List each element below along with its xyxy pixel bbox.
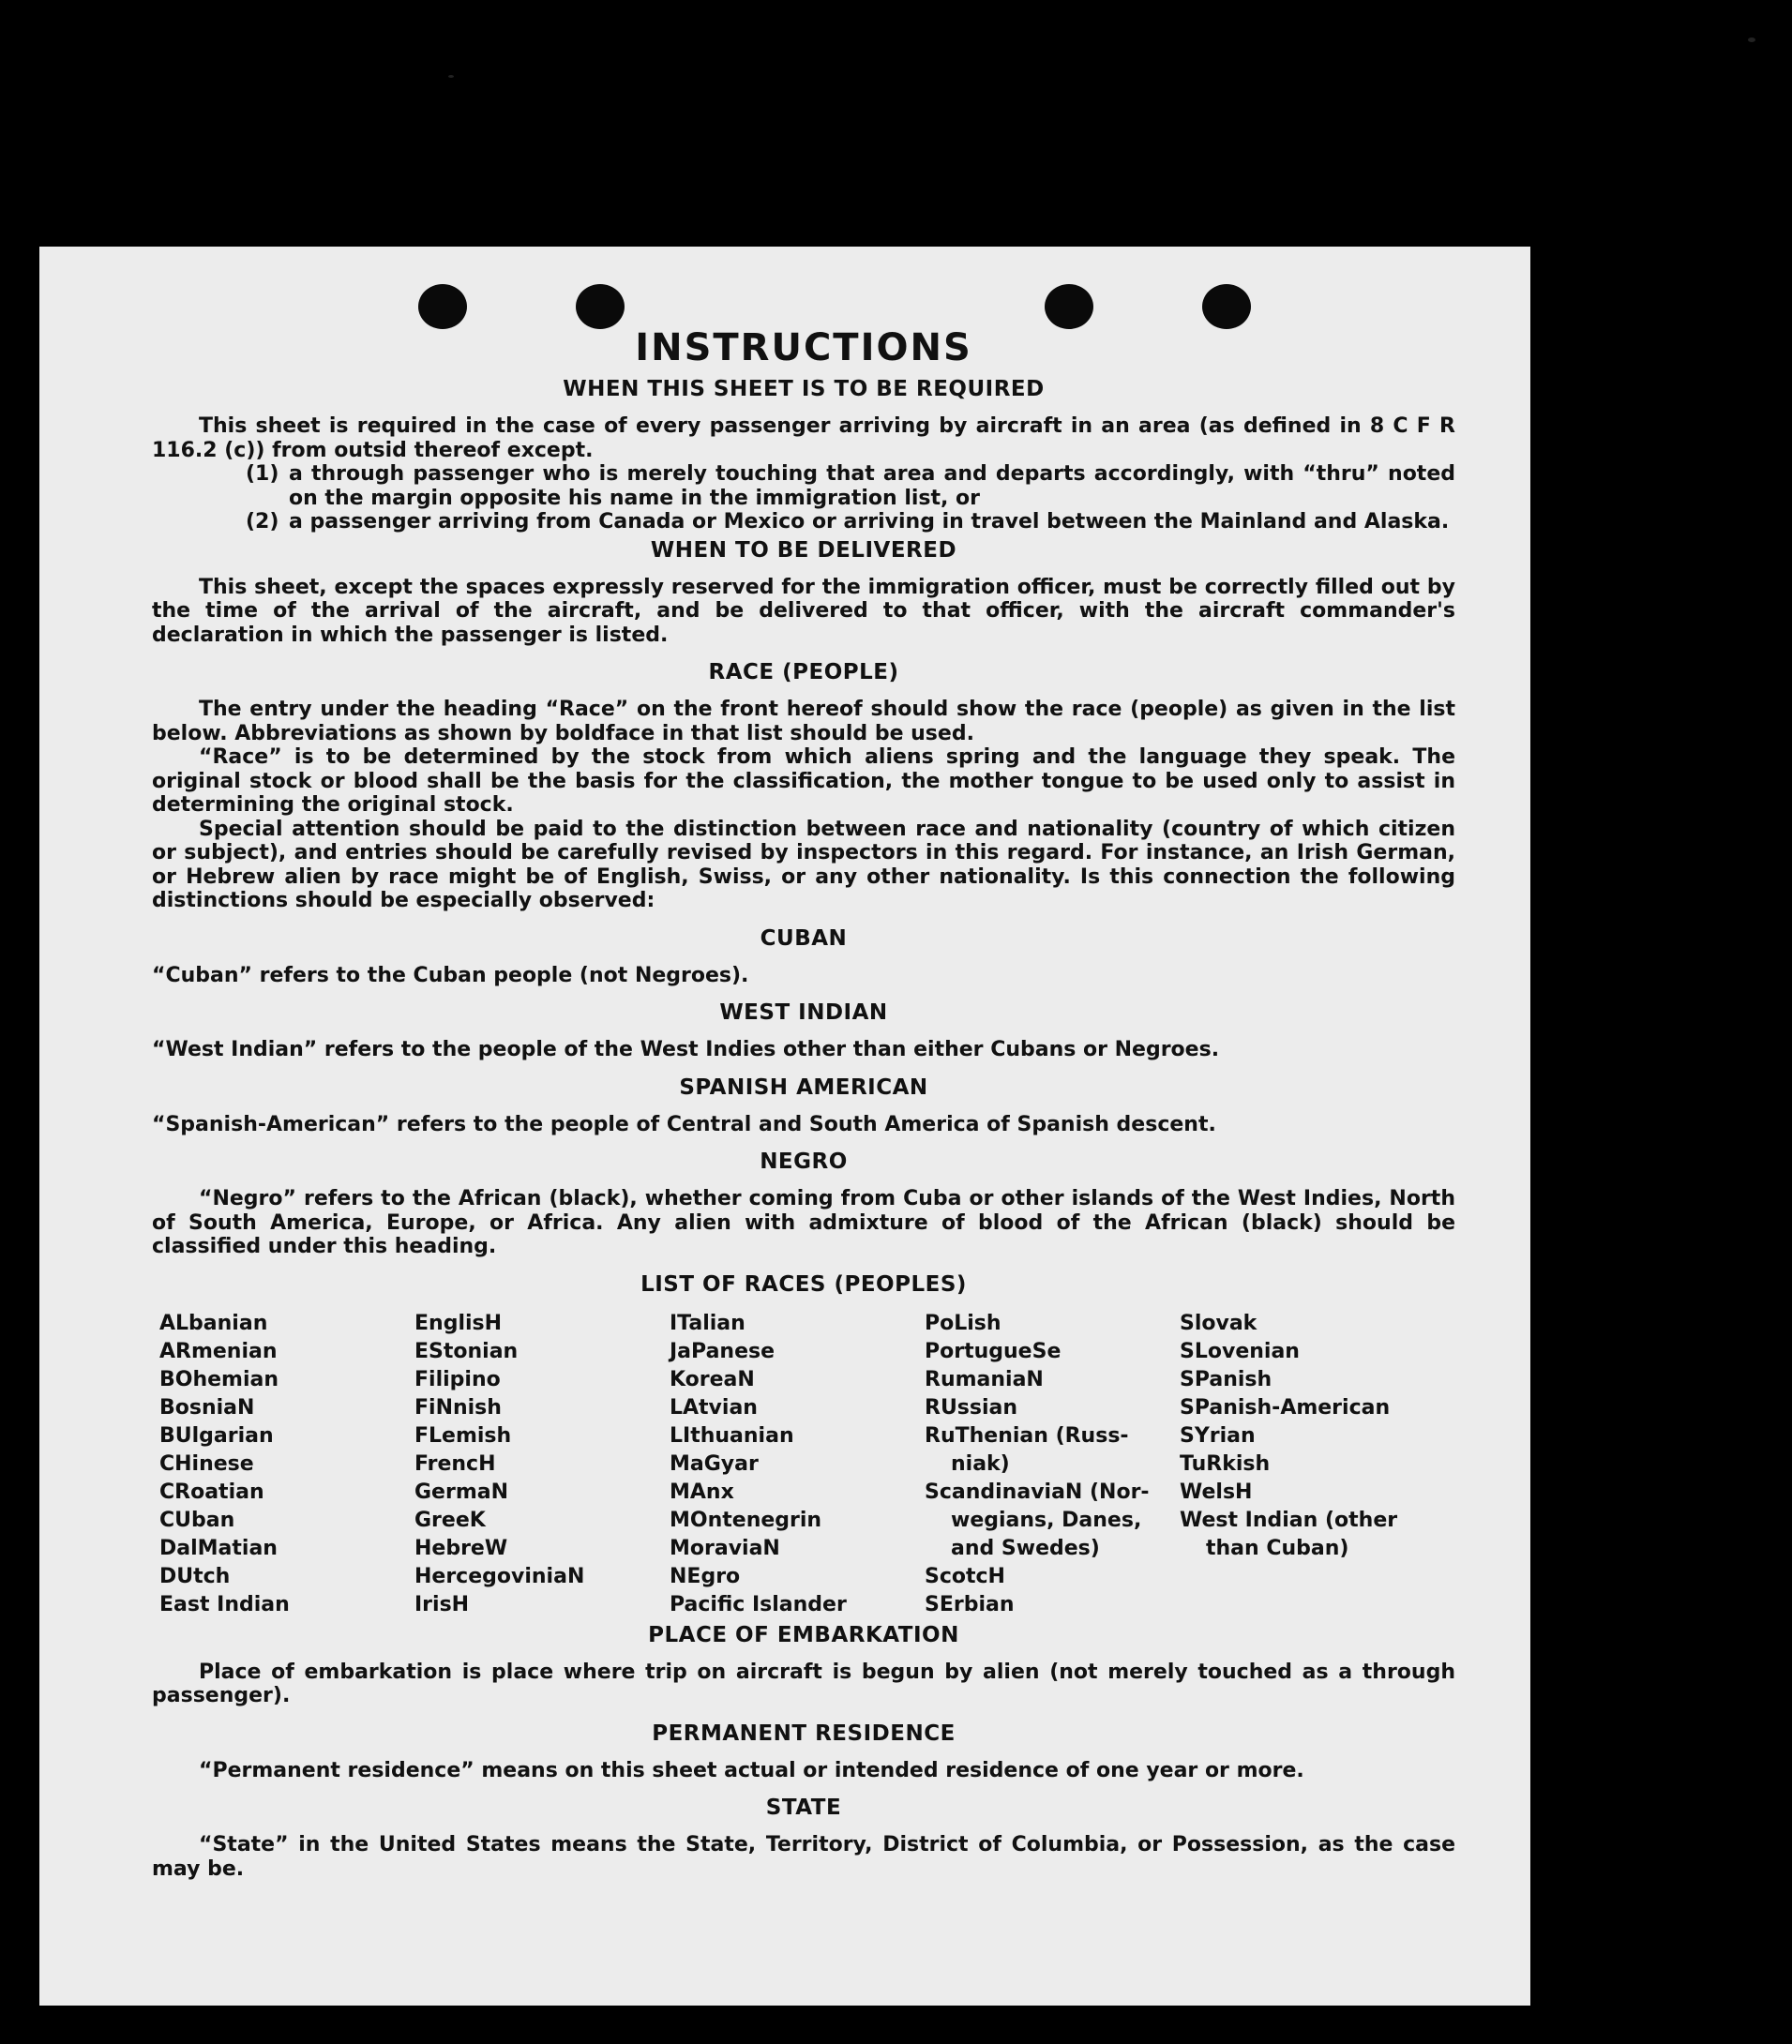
race-item: NEgro bbox=[670, 1564, 741, 1588]
race-item: IrisH bbox=[414, 1592, 470, 1616]
paragraph-spanish-american: “Spanish-American” refers to the people of Central and South America of Spanish descent. bbox=[152, 1112, 1216, 1136]
race-item: East Indian bbox=[159, 1592, 290, 1616]
paragraph-required: This sheet is required in the case of every passenger arriving by aircraft in an area (as defined in 8 C F R 116.2 (c)) from outsid thereof except. bbox=[152, 414, 1455, 462]
race-item: HebreW bbox=[414, 1536, 508, 1560]
races-list bbox=[152, 1310, 1455, 1619]
race-item: wegians, Danes, bbox=[951, 1508, 1142, 1532]
race-item: BOhemian bbox=[159, 1367, 279, 1391]
heading-required: WHEN THIS SHEET IS TO BE REQUIRED bbox=[563, 377, 1045, 401]
heading-delivered: WHEN TO BE DELIVERED bbox=[650, 537, 957, 563]
punch-hole bbox=[1202, 284, 1251, 329]
race-item: SYrian bbox=[1180, 1423, 1256, 1448]
paragraph-delivered: This sheet, except the spaces expressly reserved for the immigration officer, must be correctly filled out by the time of the arrival of the aircraft, and be delivered to that officer, with the aircraft commander's declaration in which the passenger is listed. bbox=[152, 575, 1455, 647]
heading-residence: PERMANENT RESIDENCE bbox=[652, 1721, 956, 1746]
punch-hole bbox=[576, 284, 625, 329]
race-item: CRoatian bbox=[159, 1480, 264, 1504]
race-item: niak) bbox=[951, 1451, 1010, 1476]
race-item: CHinese bbox=[159, 1451, 254, 1476]
race-item: SPanish-American bbox=[1180, 1395, 1391, 1420]
race-item: West Indian (other bbox=[1180, 1508, 1398, 1532]
race-item: WelsH bbox=[1180, 1480, 1253, 1504]
race-item: DUtch bbox=[159, 1564, 231, 1588]
exception-item bbox=[152, 510, 1455, 534]
race-item: EnglisH bbox=[414, 1311, 503, 1335]
heading-state: STATE bbox=[765, 1796, 842, 1820]
race-item: FLemish bbox=[414, 1423, 512, 1448]
race-item: RumaniaN bbox=[925, 1367, 1044, 1391]
heading-negro: NEGRO bbox=[760, 1150, 848, 1174]
punch-hole bbox=[418, 284, 467, 329]
paragraph-state: “State” in the United States means the State, Territory, District of Columbia, or Possession, as the case may be. bbox=[152, 1833, 1455, 1881]
race-item: MoraviaN bbox=[670, 1536, 780, 1560]
race-item: BosniaN bbox=[159, 1395, 255, 1420]
race-item: SLovenian bbox=[1180, 1339, 1300, 1363]
race-item: GermaN bbox=[414, 1480, 509, 1504]
heading-race: RACE (PEOPLE) bbox=[708, 660, 899, 684]
document-content bbox=[152, 326, 1455, 1881]
race-column bbox=[414, 1310, 670, 1619]
scan-speck bbox=[1748, 38, 1755, 42]
punch-hole bbox=[1045, 284, 1093, 329]
document-sheet bbox=[39, 247, 1530, 2006]
race-item: JaPanese bbox=[670, 1339, 776, 1363]
item-number: (1) bbox=[246, 462, 279, 486]
heading-embarkation: PLACE OF EMBARKATION bbox=[648, 1622, 959, 1647]
race-item: ScotcH bbox=[925, 1564, 1005, 1588]
race-item: ITalian bbox=[670, 1311, 745, 1335]
heading-west-indian: WEST INDIAN bbox=[719, 1000, 888, 1025]
race-column bbox=[1180, 1310, 1435, 1619]
race-item: Slovak bbox=[1180, 1311, 1257, 1335]
race-item: Pacific Islander bbox=[670, 1592, 847, 1616]
race-item: ARmenian bbox=[159, 1339, 278, 1363]
race-item: PoLish bbox=[925, 1311, 1001, 1335]
item-text: a passenger arriving from Canada or Mexico or arriving in travel between the Mainland and Alaska. bbox=[289, 510, 1450, 534]
race-item: MOntenegrin bbox=[670, 1508, 822, 1532]
page-title: INSTRUCTIONS bbox=[635, 326, 972, 369]
race-item: RuThenian (Russ- bbox=[925, 1423, 1129, 1448]
race-item: MAnx bbox=[670, 1480, 734, 1504]
race-item: BUlgarian bbox=[159, 1423, 274, 1448]
scan-speck bbox=[448, 75, 454, 78]
heading-spanish-american: SPANISH AMERICAN bbox=[679, 1075, 928, 1100]
paragraph-west-indian: “West Indian” refers to the people of the West Indies other than either Cubans or Negroes. bbox=[152, 1038, 1220, 1061]
paragraph-residence: “Permanent residence” means on this sheet actual or intended residence of one year or more. bbox=[199, 1758, 1304, 1782]
race-item: FrencH bbox=[414, 1451, 496, 1476]
heading-list-of-races: LIST OF RACES (PEOPLES) bbox=[640, 1271, 967, 1297]
paragraph-embarkation: Place of embarkation is place where trip on aircraft is begun by alien (not merely touched as a through passenger). bbox=[152, 1660, 1455, 1707]
paragraph-negro: “Negro” refers to the African (black), whether coming from Cuba or other islands of the West Indies, North of South America, Europe, or Africa. Any alien with admixture of blood of the African (black) should be classified under this heading. bbox=[152, 1187, 1455, 1258]
race-column bbox=[925, 1310, 1180, 1619]
item-text: a through passenger who is merely touching that area and departs accordingly, with “thru” noted on the margin opposite his name in the immigration list, or bbox=[289, 462, 1455, 510]
race-item: than Cuban) bbox=[1206, 1536, 1349, 1560]
race-item: SErbian bbox=[925, 1592, 1015, 1616]
race-item: KoreaN bbox=[670, 1367, 755, 1391]
paragraph-race-3: Special attention should be paid to the distinction between race and nationality (country of which citizen or subject), and entries should be carefully revised by inspectors in this regard. For instance, an Irish German, or Hebrew alien by race might be of English, Swiss, or any other nationality. Is this connection the following distinctions should be especially observed: bbox=[152, 817, 1455, 912]
race-item: Filipino bbox=[414, 1367, 501, 1391]
race-column bbox=[159, 1310, 414, 1619]
race-item: LIthuanian bbox=[670, 1423, 794, 1448]
paragraph-cuban: “Cuban” refers to the Cuban people (not Negroes). bbox=[152, 963, 749, 987]
race-item: LAtvian bbox=[670, 1395, 758, 1420]
race-item: GreeK bbox=[414, 1508, 486, 1532]
paragraph-race-1: The entry under the heading “Race” on the front hereof should show the race (people) as given in the list below. Abbreviations as shown by boldface in that list should be used. bbox=[152, 698, 1455, 745]
race-item: ScandinaviaN (Nor- bbox=[925, 1480, 1150, 1504]
race-item: SPanish bbox=[1180, 1367, 1272, 1391]
race-item: DalMatian bbox=[159, 1536, 278, 1560]
paragraph-race-2: “Race” is to be determined by the stock from which aliens spring and the language they speak. The original stock or blood shall be the basis for the classification, the mother tongue to be used only to assist in determining the original stock. bbox=[152, 745, 1455, 817]
race-item: and Swedes) bbox=[951, 1536, 1100, 1560]
race-item: RUssian bbox=[925, 1395, 1018, 1420]
race-item: HercegoviniaN bbox=[414, 1564, 585, 1588]
race-item: EStonian bbox=[414, 1339, 519, 1363]
exception-item bbox=[152, 462, 1455, 510]
race-item: PortugueSe bbox=[925, 1339, 1062, 1363]
race-column bbox=[670, 1310, 925, 1619]
heading-cuban: CUBAN bbox=[760, 925, 848, 951]
race-item: MaGyar bbox=[670, 1451, 759, 1476]
race-item: FiNnish bbox=[414, 1395, 502, 1420]
race-item: ALbanian bbox=[159, 1311, 268, 1335]
item-number: (2) bbox=[246, 510, 279, 534]
race-item: CUban bbox=[159, 1508, 235, 1532]
race-item: TuRkish bbox=[1180, 1451, 1271, 1476]
